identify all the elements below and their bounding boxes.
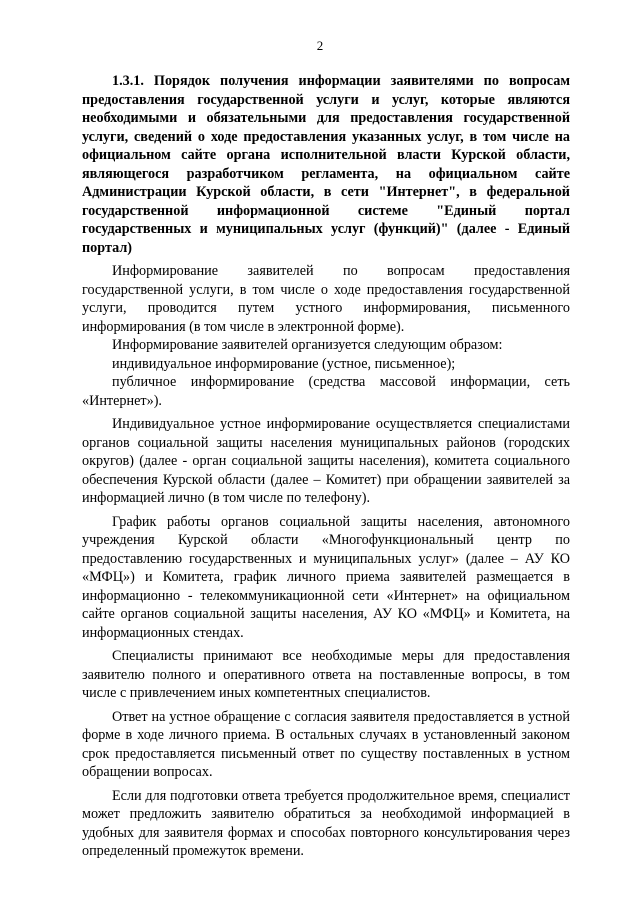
paragraph-schedule: График работы органов социальной защиты населения, автономного учреждения Курской области «Многофункциональный центр по предоставлению государственных и муниципальных услуг» (далее – АУ КО «МФЦ») и Комитета, график личного приема заявителей размещается в информационно - телекоммуникационной сети «Интернет» на официальном сайте органов социальной защиты населения, АУ КО «МФЦ» и Комитета, на информационных стендах. xyxy=(82,513,570,641)
section-heading: 1.3.1. Порядок получения информации заявителями по вопросам предоставления государственной услуги и услуг, которые являются необходимыми и обязательными для предоставления государственной услуги, сведений о ходе предоставления указанных услуг, в том числе на официальном сайте органа исполнительной власти Курской области, являющегося разработчиком регламента, на официальном сайте Администрации Курской области, в сети "Интернет", в федеральной государственной информационной системе "Единый портал государственных и муниципальных услуг (функций)" (далее - Единый портал) xyxy=(82,73,570,256)
paragraph-specialists: Специалисты принимают все необходимые меры для предоставления заявителю полного и оперативного ответа на поставленные вопросы, в том числе с привлечением иных компетентных специалистов. xyxy=(82,648,570,701)
paragraph-public: публичное информирование (средства массовой информации, сеть «Интернет»). xyxy=(82,374,570,409)
paragraph-organization: Информирование заявителей организуется следующим образом: xyxy=(112,337,503,353)
paragraph-individual: индивидуальное информирование (устное, письменное); xyxy=(112,355,456,372)
paragraph-informing-intro: Информирование заявителей по вопросам предоставления государственной услуги, в том числе о ходе предоставления государственной услуги, проводится путем устного информирования, письменного информирования (в том числе в электронной форме). xyxy=(82,263,570,335)
paragraph-long-response: Если для подготовки ответа требуется продолжительное время, специалист может предложить заявителю обратиться за необходимой информацией в удобных для заявителя формах и способах повторного консультирования через определенный промежуток времени. xyxy=(82,787,570,859)
page-number: 2 xyxy=(316,38,324,53)
paragraph-oral-response: Ответ на устное обращение с согласия заявителя предоставляется в устной форме в ходе личного приема. В остальных случаях в установленный законом срок предоставляется письменный ответ по существу поставленных в устном обращении вопросах. xyxy=(82,708,570,780)
document-body xyxy=(82,262,570,861)
paragraph-oral-informing: Индивидуальное устное информирование осуществляется специалистами органов социальной защиты населения муниципальных районов (городских округов) (далее - орган социальной защиты населения), комитета социального обеспечения Курской области (далее – Комитет) при обращении заявителей за информацией лично (в том числе по телефону). xyxy=(82,416,570,506)
